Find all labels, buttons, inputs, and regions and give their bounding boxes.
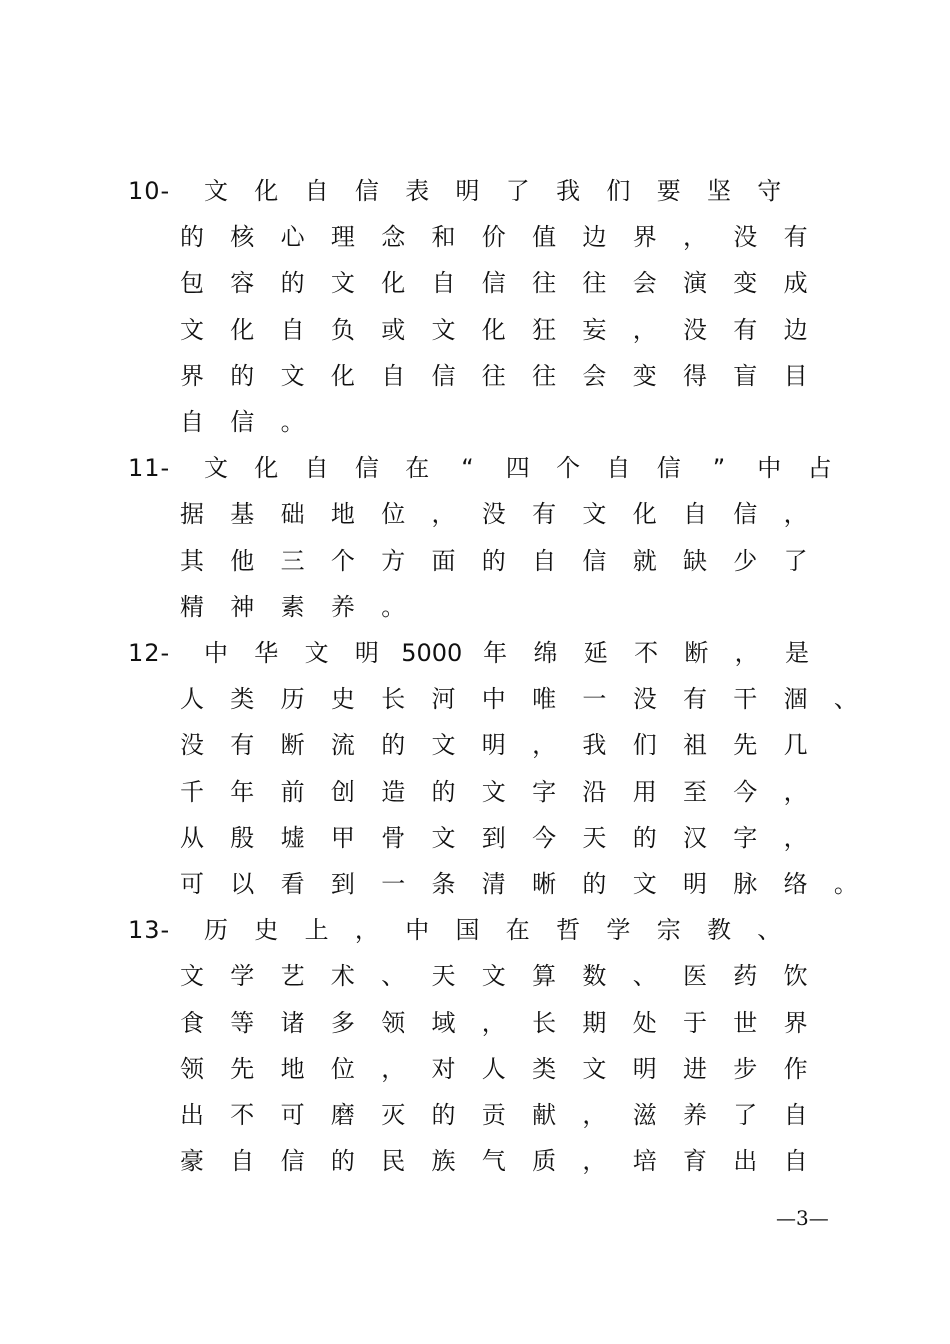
- text-glyph: 明: [481, 731, 506, 760]
- text-glyph: 价: [481, 223, 506, 252]
- text-glyph: 唯: [532, 685, 557, 714]
- text-glyph: 和: [431, 223, 456, 252]
- text-glyph: 流: [330, 731, 355, 760]
- text-glyph: “: [461, 454, 474, 483]
- text-glyph: 了: [505, 177, 530, 205]
- text-glyph: 界: [632, 223, 657, 252]
- text-glyph: 术: [330, 962, 355, 991]
- text-glyph: 上: [304, 916, 329, 945]
- text-glyph: 。: [280, 408, 305, 436]
- text-glyph: 人: [180, 685, 204, 714]
- text-glyph: 年: [230, 777, 255, 806]
- text-glyph: 一: [582, 685, 607, 714]
- text-glyph: 的: [280, 269, 305, 298]
- text-glyph: 位: [381, 500, 406, 529]
- text-glyph: 从: [180, 823, 204, 852]
- text-glyph: 不: [230, 1100, 255, 1129]
- text-glyph: 文: [582, 500, 607, 529]
- text-glyph: 艺: [280, 962, 305, 991]
- text-glyph: 自: [606, 454, 631, 483]
- text-glyph: 对: [431, 1054, 456, 1083]
- text-glyph: 长: [381, 685, 406, 714]
- text-glyph: 界: [180, 361, 204, 390]
- text-glyph: 的: [632, 823, 657, 852]
- text-glyph: 世: [733, 1008, 758, 1037]
- text-glyph: 化: [481, 315, 506, 344]
- text-glyph: 看: [280, 870, 305, 898]
- text-glyph: 河: [431, 685, 456, 714]
- text-glyph: 信: [656, 454, 681, 483]
- text-glyph: 要: [656, 177, 681, 205]
- text-glyph: 数: [582, 962, 607, 991]
- text-glyph: 素: [280, 592, 305, 621]
- text-glyph: 到: [330, 870, 355, 898]
- text-glyph: 自: [683, 500, 707, 529]
- text-glyph: 文: [632, 870, 657, 898]
- text-glyph: 期: [582, 1008, 607, 1037]
- text-glyph: 质: [532, 1147, 557, 1176]
- text-glyph: 个: [330, 546, 355, 575]
- text-glyph: 领: [180, 1054, 204, 1083]
- text-glyph: 清: [481, 870, 506, 898]
- text-glyph: 会: [582, 361, 607, 390]
- text-glyph: ，: [481, 1008, 506, 1037]
- text-glyph: 、: [833, 685, 858, 714]
- text-glyph: 人: [481, 1054, 506, 1083]
- text-glyph: 养: [330, 592, 355, 621]
- text-glyph: 天: [431, 962, 456, 991]
- text-glyph: 类: [532, 1054, 557, 1083]
- page-number: —3—: [776, 1206, 829, 1230]
- text-glyph: 。: [381, 592, 406, 621]
- text-glyph: 界: [783, 1008, 808, 1037]
- text-glyph: 中: [481, 685, 506, 714]
- text-glyph: 历: [204, 916, 228, 945]
- text-glyph: 千: [180, 777, 204, 806]
- text-glyph: 沿: [582, 777, 607, 806]
- text-glyph: 我: [582, 731, 607, 760]
- text-glyph: 占: [807, 454, 832, 483]
- text-glyph: 干: [733, 685, 758, 714]
- text-glyph: ，: [632, 315, 657, 344]
- text-glyph: 没: [180, 731, 204, 760]
- text-glyph: 络: [783, 870, 808, 898]
- text-glyph: 条: [431, 870, 456, 898]
- text-glyph: 学: [606, 916, 631, 945]
- text-glyph: 可: [280, 1100, 305, 1129]
- text-glyph: 晰: [532, 870, 557, 898]
- text-glyph: 有: [683, 685, 707, 714]
- text-glyph: 往: [532, 269, 557, 298]
- text-glyph: 化: [254, 454, 279, 483]
- text-glyph: ”: [712, 454, 726, 483]
- text-glyph: 今: [532, 823, 557, 852]
- text-glyph: ，: [683, 223, 707, 252]
- text-glyph: 在: [405, 454, 430, 483]
- text-glyph: 到: [481, 823, 506, 852]
- text-glyph: 我: [556, 177, 581, 205]
- text-glyph: 域: [431, 1008, 456, 1037]
- text-glyph: 往: [582, 269, 607, 298]
- item-number: 13-: [128, 916, 171, 945]
- text-glyph: ，: [783, 823, 808, 852]
- text-glyph: 们: [606, 177, 631, 205]
- text-glyph: 字: [733, 823, 758, 852]
- text-glyph: 位: [330, 1054, 355, 1083]
- text-glyph: 化: [330, 361, 355, 390]
- text-glyph: 祖: [683, 731, 707, 760]
- text-glyph: 国: [455, 916, 480, 945]
- text-glyph: 负: [330, 315, 355, 344]
- text-glyph: 汉: [683, 823, 707, 852]
- text-glyph: 华: [254, 639, 279, 667]
- text-glyph: 自: [431, 269, 456, 298]
- item-number: 10-: [128, 177, 171, 205]
- text-glyph: 信: [733, 500, 758, 529]
- text-glyph: 以: [230, 870, 255, 898]
- text-glyph: 多: [330, 1008, 355, 1037]
- text-glyph: 目: [783, 361, 808, 390]
- text-glyph: 基: [230, 500, 255, 529]
- text-glyph: 几: [783, 731, 808, 760]
- item-number: 11-: [128, 454, 171, 483]
- text-glyph: 容: [230, 269, 255, 298]
- text-glyph: 不: [634, 639, 659, 667]
- text-glyph: ，: [354, 916, 379, 945]
- text-glyph: 有: [733, 315, 758, 344]
- text-glyph: 了: [733, 1100, 758, 1129]
- text-glyph: 是: [784, 639, 809, 667]
- text-glyph: 自: [381, 361, 406, 390]
- text-glyph: 精: [180, 592, 204, 621]
- text-glyph: 信: [431, 361, 456, 390]
- text-glyph: 没: [683, 315, 707, 344]
- text-glyph: 一: [381, 870, 406, 898]
- text-glyph: 有: [532, 500, 557, 529]
- text-glyph: 造: [381, 777, 406, 806]
- text-glyph: 神: [230, 592, 255, 621]
- text-glyph: 明: [354, 639, 379, 667]
- text-glyph: 础: [280, 500, 305, 529]
- text-glyph: 气: [481, 1147, 506, 1176]
- text-glyph: 等: [230, 1008, 255, 1037]
- text-glyph: 地: [280, 1054, 305, 1083]
- text-glyph: 在: [505, 916, 530, 945]
- text-glyph: 坚: [707, 177, 731, 205]
- text-glyph: 、: [381, 962, 406, 991]
- text-glyph: 处: [632, 1008, 657, 1037]
- text-glyph: 类: [230, 685, 255, 714]
- text-glyph: 出: [733, 1147, 758, 1176]
- text-glyph: 贡: [481, 1100, 506, 1129]
- text-glyph: 哲: [556, 916, 581, 945]
- text-glyph: 文: [481, 962, 506, 991]
- text-glyph: 信: [280, 1147, 305, 1176]
- text-glyph: 表: [405, 177, 430, 205]
- text-glyph: 的: [582, 870, 607, 898]
- text-glyph: 据: [180, 500, 204, 529]
- text-glyph: 的: [431, 777, 456, 806]
- text-glyph: 个: [556, 454, 581, 483]
- text-glyph: 育: [683, 1147, 707, 1176]
- text-glyph: 滋: [632, 1100, 657, 1129]
- text-glyph: 自: [304, 177, 329, 205]
- text-glyph: 宗: [656, 916, 681, 945]
- text-glyph: 、: [757, 916, 782, 945]
- text-glyph: 领: [381, 1008, 406, 1037]
- text-glyph: 中: [405, 916, 430, 945]
- text-glyph: 文: [280, 361, 305, 390]
- text-glyph: 。: [833, 870, 858, 898]
- text-glyph: 文: [304, 639, 329, 667]
- text-glyph: 教: [707, 916, 731, 945]
- text-glyph: 进: [683, 1054, 707, 1083]
- text-glyph: ，: [734, 639, 759, 667]
- text-glyph: 的: [330, 1147, 355, 1176]
- text-glyph: 骨: [381, 823, 406, 852]
- text-glyph: 其: [180, 546, 204, 575]
- text-glyph: 信: [354, 454, 379, 483]
- text-glyph: 变: [632, 361, 657, 390]
- text-glyph: 墟: [280, 823, 305, 852]
- text-glyph: 文: [330, 269, 355, 298]
- text-glyph: 断: [280, 731, 305, 760]
- text-glyph: 没: [481, 500, 506, 529]
- text-glyph: 自: [532, 546, 557, 575]
- text-glyph: 方: [381, 546, 406, 575]
- text-glyph: 文: [431, 315, 456, 344]
- text-glyph: 的: [481, 546, 506, 575]
- text-glyph: 饮: [783, 962, 808, 991]
- text-glyph: 医: [683, 962, 707, 991]
- text-glyph: 、: [632, 962, 657, 991]
- text-glyph: ，: [783, 777, 808, 806]
- text-glyph: 食: [180, 1008, 204, 1037]
- text-glyph: 自: [230, 1147, 255, 1176]
- text-glyph: 守: [757, 177, 782, 205]
- text-glyph: 的: [431, 1100, 456, 1129]
- text-glyph: 四: [505, 454, 530, 483]
- text-glyph: 了: [783, 546, 808, 575]
- text-glyph: 史: [330, 685, 355, 714]
- text-glyph: 明: [632, 1054, 657, 1083]
- text-glyph: 往: [532, 361, 557, 390]
- text-glyph: 核: [230, 223, 255, 252]
- text-glyph: 的: [381, 731, 406, 760]
- text-glyph: 自: [280, 315, 305, 344]
- text-glyph: 用: [632, 777, 657, 806]
- text-glyph: 演: [683, 269, 707, 298]
- text-glyph: 学: [230, 962, 255, 991]
- text-glyph: 变: [733, 269, 758, 298]
- text-glyph: 天: [582, 823, 607, 852]
- text-glyph: 断: [684, 639, 709, 667]
- text-glyph: 念: [381, 223, 406, 252]
- text-glyph: 民: [381, 1147, 406, 1176]
- text-glyph: 先: [230, 1054, 255, 1083]
- text-glyph: 文: [180, 315, 204, 344]
- text-glyph: ，: [431, 500, 456, 529]
- text-glyph: ，: [532, 731, 557, 760]
- item-number: 12-: [128, 639, 171, 667]
- text-glyph: 他: [230, 546, 255, 575]
- text-glyph: 心: [280, 223, 305, 252]
- text-glyph: 献: [532, 1100, 557, 1129]
- text-glyph: 狂: [532, 315, 557, 344]
- text-glyph: 历: [280, 685, 305, 714]
- text-glyph: 作: [783, 1054, 808, 1083]
- text-glyph: 文: [431, 823, 456, 852]
- text-glyph: 就: [632, 546, 657, 575]
- text-glyph: 脉: [733, 870, 758, 898]
- text-glyph: 中: [757, 454, 782, 483]
- text-glyph: 的: [230, 361, 255, 390]
- text-glyph: 延: [583, 639, 608, 667]
- text-glyph: 算: [532, 962, 557, 991]
- text-glyph: 明: [683, 870, 707, 898]
- text-glyph: 明: [455, 177, 480, 205]
- text-glyph: 涸: [783, 685, 808, 714]
- text-glyph: 磨: [330, 1100, 355, 1129]
- text-glyph: 面: [431, 546, 456, 575]
- text-glyph: 药: [733, 962, 758, 991]
- text-glyph: 或: [381, 315, 406, 344]
- text-glyph: 三: [280, 546, 305, 575]
- text-glyph: 自: [180, 408, 204, 436]
- text-glyph: ，: [783, 500, 808, 529]
- text-glyph: 文: [204, 177, 228, 205]
- text-glyph: 灭: [381, 1100, 406, 1129]
- text-glyph: 边: [582, 223, 607, 252]
- text-glyph: 信: [354, 177, 379, 205]
- text-glyph: 可: [180, 870, 204, 898]
- text-glyph: 殷: [230, 823, 255, 852]
- text-glyph: 成: [783, 269, 808, 298]
- text-glyph: 地: [330, 500, 355, 529]
- text-glyph: 少: [733, 546, 758, 575]
- text-glyph: 5000: [401, 639, 463, 667]
- text-glyph: 族: [431, 1147, 456, 1176]
- text-glyph: ，: [582, 1147, 607, 1176]
- text-glyph: 会: [632, 269, 657, 298]
- text-glyph: 化: [254, 177, 279, 205]
- text-glyph: 自: [783, 1147, 808, 1176]
- text-glyph: 豪: [180, 1147, 204, 1176]
- text-glyph: 创: [330, 777, 355, 806]
- text-glyph: 绵: [533, 639, 558, 667]
- text-glyph: 自: [304, 454, 329, 483]
- text-glyph: 文: [180, 962, 204, 991]
- text-glyph: 养: [683, 1100, 707, 1129]
- text-glyph: ，: [582, 1100, 607, 1129]
- text-glyph: 信: [582, 546, 607, 575]
- text-glyph: 文: [582, 1054, 607, 1083]
- text-glyph: 得: [683, 361, 707, 390]
- text-glyph: 文: [204, 454, 228, 483]
- text-glyph: 往: [481, 361, 506, 390]
- text-glyph: 诸: [280, 1008, 305, 1037]
- text-glyph: 化: [230, 315, 255, 344]
- text-glyph: 甲: [330, 823, 355, 852]
- text-glyph: 年: [483, 639, 508, 667]
- text-glyph: 没: [632, 685, 657, 714]
- text-glyph: 们: [632, 731, 657, 760]
- text-glyph: 没: [733, 223, 758, 252]
- text-glyph: 先: [733, 731, 758, 760]
- text-glyph: 化: [632, 500, 657, 529]
- text-glyph: 理: [330, 223, 355, 252]
- text-glyph: 文: [481, 777, 506, 806]
- text-glyph: 值: [532, 223, 557, 252]
- text-glyph: 字: [532, 777, 557, 806]
- text-glyph: ，: [381, 1054, 406, 1083]
- text-glyph: 培: [632, 1147, 657, 1176]
- text-glyph: 妄: [582, 315, 607, 344]
- text-glyph: 于: [683, 1008, 707, 1037]
- text-glyph: 信: [230, 408, 255, 436]
- text-glyph: 自: [783, 1100, 808, 1129]
- text-glyph: 化: [381, 269, 406, 298]
- text-glyph: 的: [180, 223, 204, 252]
- text-glyph: 前: [280, 777, 305, 806]
- text-glyph: 有: [230, 731, 255, 760]
- text-glyph: 信: [481, 269, 506, 298]
- text-glyph: 今: [733, 777, 758, 806]
- text-glyph: 文: [431, 731, 456, 760]
- text-glyph: 包: [180, 269, 204, 298]
- text-glyph: 中: [204, 639, 228, 667]
- text-glyph: 出: [180, 1100, 204, 1129]
- text-glyph: 缺: [683, 546, 707, 575]
- text-glyph: 至: [683, 777, 707, 806]
- text-glyph: 史: [254, 916, 279, 945]
- text-glyph: 步: [733, 1054, 758, 1083]
- text-glyph: 边: [783, 315, 808, 344]
- text-glyph: 长: [532, 1008, 557, 1037]
- text-glyph: 有: [783, 223, 808, 252]
- text-glyph: 盲: [733, 361, 758, 390]
